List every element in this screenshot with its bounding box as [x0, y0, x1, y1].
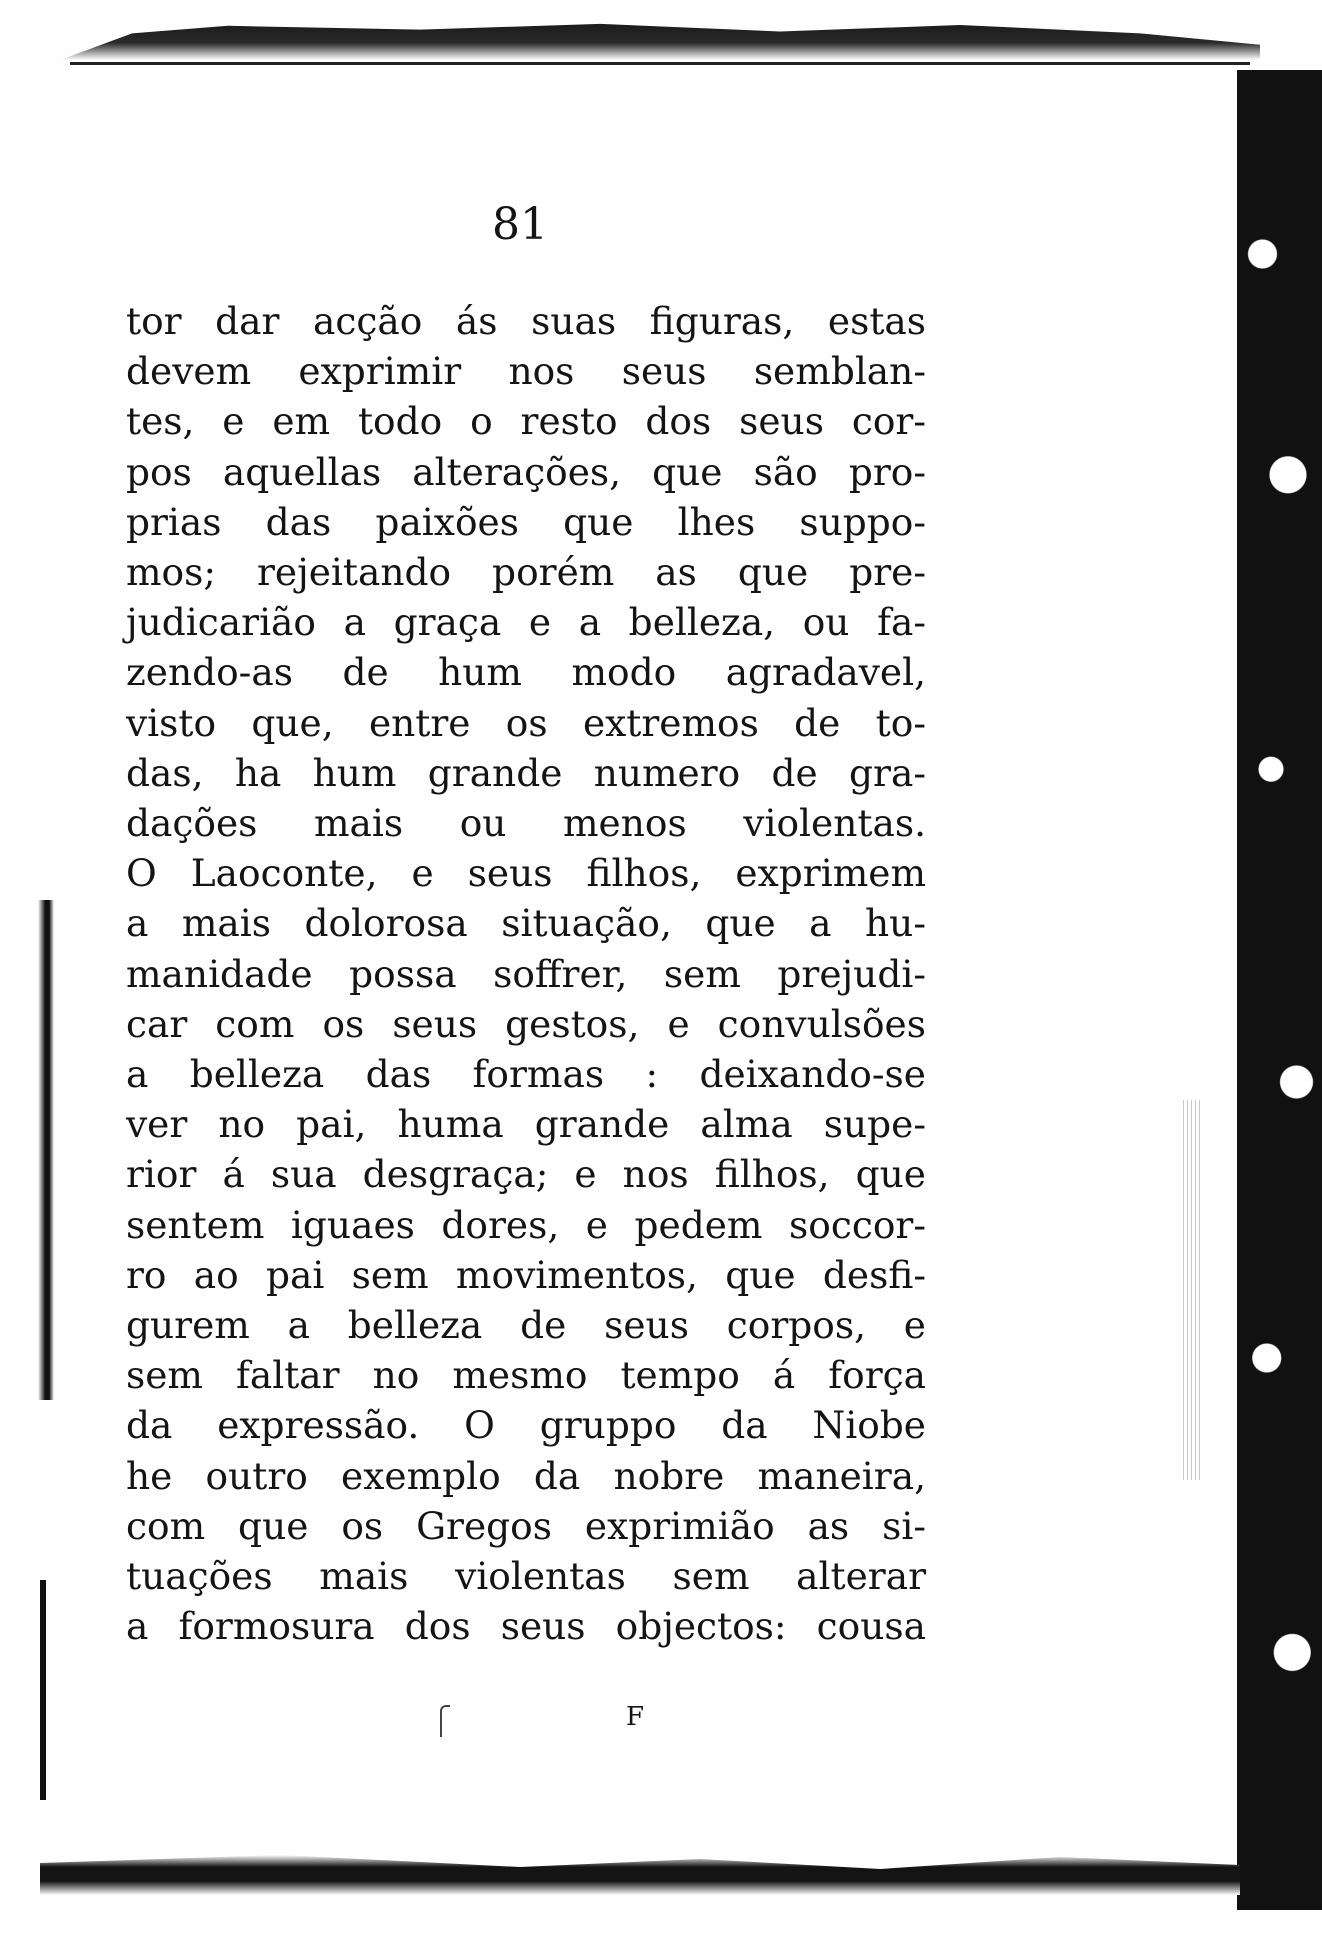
text-line: he outro exemplo da nobre maneira, — [126, 1453, 926, 1498]
text-line: sem faltar no mesmo tempo á força — [126, 1353, 926, 1398]
text-line: dações mais ou menos violentas. — [126, 801, 926, 846]
scan-speck — [440, 1705, 450, 1737]
text-line: a formosura dos seus objectos: cousa — [126, 1604, 926, 1649]
text-line: pos aquellas alterações, que são pro- — [126, 449, 926, 494]
text-line: manidade possa soffrer, sem prejudi- — [126, 951, 926, 996]
text-line: sentem iguaes dores, e pedem soccor- — [126, 1202, 926, 1247]
scan-edge-left — [38, 900, 54, 1400]
text-line: prias das paixões que lhes suppo- — [126, 499, 926, 544]
text-line: das, ha hum grande numero de gra- — [126, 750, 926, 795]
text-line: car com os seus gestos, e convulsões — [126, 1001, 926, 1046]
text-line: devem exprimir nos seus semblan- — [126, 349, 926, 394]
scan-edge-right — [1237, 70, 1322, 1910]
text-line: visto que, entre os extremos de to- — [126, 700, 926, 745]
text-line: a belleza das formas : deixando-se — [126, 1052, 926, 1097]
text-line: gurem a belleza de seus corpos, e — [126, 1303, 926, 1348]
text-line: ver no pai, huma grande alma supe- — [126, 1102, 926, 1147]
text-line: zendo-as de hum modo agradavel, — [126, 650, 926, 695]
page-number: 81 — [492, 199, 548, 250]
text-line: judicarião a graça e a belleza, ou fa- — [126, 600, 926, 645]
text-line: rior á sua desgraça; e nos filhos, que — [126, 1152, 926, 1197]
text-line: tes, e em todo o resto dos seus cor- — [126, 399, 926, 444]
scan-edge-left-lower — [40, 1580, 46, 1800]
text-line: mos; rejeitando porém as que pre- — [126, 550, 926, 595]
scan-bleed-through — [1180, 1100, 1200, 1480]
text-line: ro ao pai sem movimentos, que desfi- — [126, 1252, 926, 1297]
scan-edge-top — [60, 22, 1260, 60]
signature-mark: F — [625, 1702, 645, 1732]
body-text — [126, 296, 926, 1651]
text-line: com que os Gregos exprimião as si- — [126, 1503, 926, 1548]
text-line: da expressão. O gruppo da Niobe — [126, 1403, 926, 1448]
text-line: O Laoconte, e seus filhos, exprimem — [126, 851, 926, 896]
text-line: tuações mais violentas sem alterar — [126, 1554, 926, 1599]
scan-edge-bottom — [40, 1855, 1240, 1895]
text-line: a mais dolorosa situação, que a hu- — [126, 901, 926, 946]
page-top-border — [70, 62, 1250, 65]
text-line: tor dar acção ás suas figuras, estas — [126, 299, 926, 343]
